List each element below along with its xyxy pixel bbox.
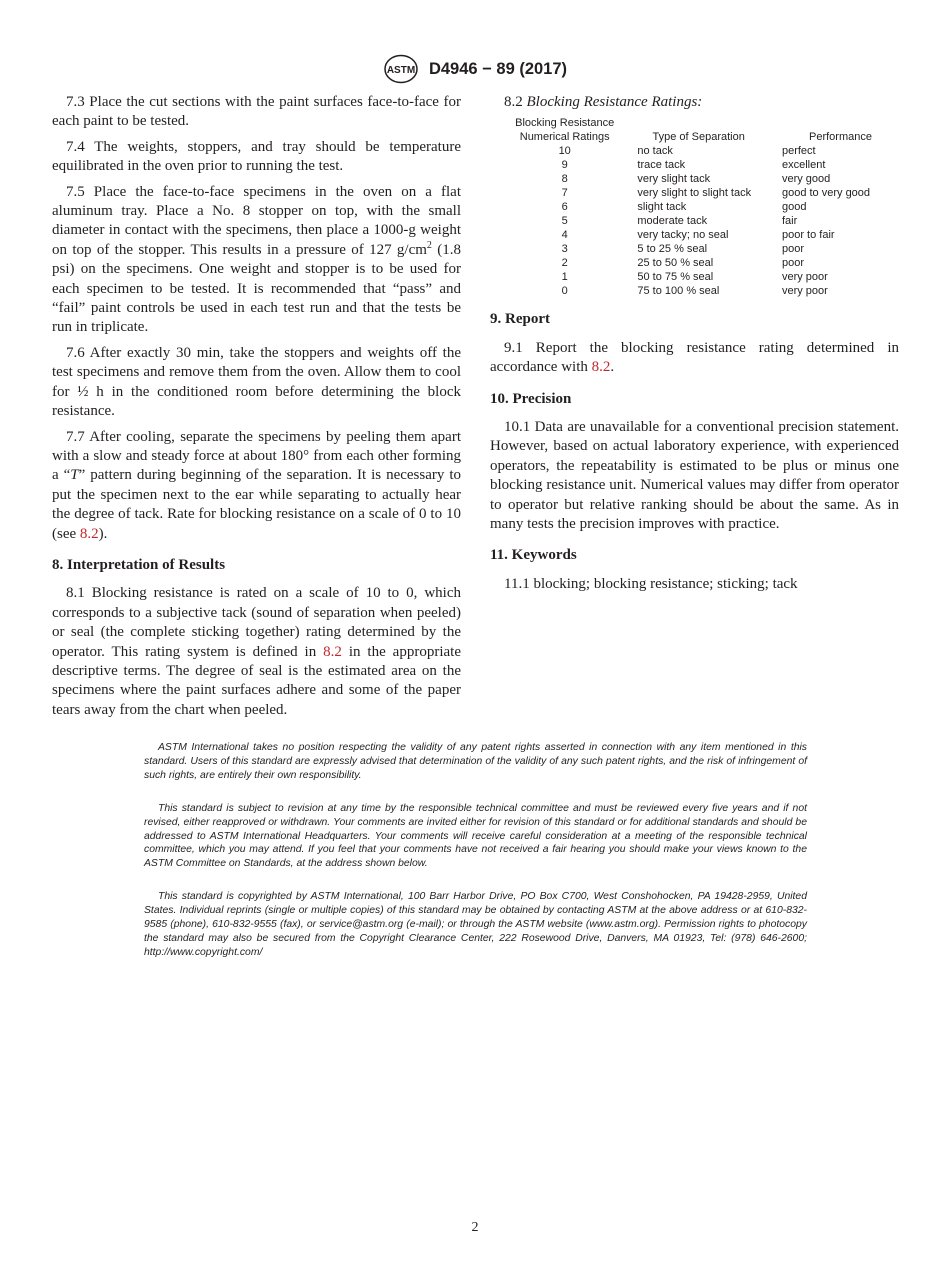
table-row: 8 very slight tack very good xyxy=(561,173,831,186)
blocking-ratings-table xyxy=(514,116,899,298)
table-row: 6 slight tack good xyxy=(561,201,807,214)
paragraph-7-4: 7.4 The weights, stoppers, and tray should be temperature equilibrated in the oven prior to running the test. xyxy=(52,138,461,175)
page-header xyxy=(0,54,950,84)
ratings-title: Blocking Resistance Ratings: xyxy=(526,94,703,110)
section-9-heading: 9. Report xyxy=(490,311,550,328)
paragraph-7-5: 7.5 Place the face-to-face specimens in the oven on a flat aluminum tray. Place a No. 8 stopper on top, with the small diameter in contact with the specimens, then place a 1000-g weight on top of the stopper. This results in a pressure of 127 $g/cm^2$ (1.8 psi) on the specimens. One weight and stopper is to be used for each specimen to be tested. It is recommended that “pass” and “fail” paint controls be used in each test run and that the tests be run in triplicate. xyxy=(52,183,461,336)
table-row: 1 50 to 75 % seal very poor xyxy=(561,271,828,284)
superscript: 2 xyxy=(426,239,432,251)
column-header-separation: Type of Separation xyxy=(652,131,745,144)
left-column xyxy=(52,93,461,726)
page-number: 2 xyxy=(471,1220,479,1235)
paragraph-7-6: 7.6 After exactly 30 min, take the stoppers and weights off the test specimens and remove them from the oven. Allow them to cool for ½ h in the conditioned room before determining the block resistance. xyxy=(52,344,461,420)
table-row: 10 no tack perfect xyxy=(558,145,816,158)
astm-logo-icon xyxy=(383,54,419,84)
table-row: 3 5 to 25 % seal poor xyxy=(561,243,804,256)
paragraph-10-1: 10.1 Data are unavailable for a conventional precision statement. However, based on actual laboratory experience, with experienced operators, the repeatability is estimated to be plus or minus one blocking resistance unit. Numerical values may differ from operator to operator but relative ranking should be about the same. As in many tests the precision improves with practice. xyxy=(490,419,899,533)
section-11-heading: 11. Keywords xyxy=(490,547,577,564)
table-row: 5 moderate tack fair xyxy=(561,215,798,228)
legal-footer xyxy=(144,741,807,979)
section-8-2-link[interactable]: 8.2 xyxy=(323,643,342,660)
document-designation: D4946 − 89 (2017) xyxy=(428,59,568,78)
column-header-performance: Performance xyxy=(808,131,872,144)
paragraph-8-1: 8.1 Blocking resistance is rated on a scale of 10 to 0, which corresponds to a subjective tack (sound of separation when peeled) or seal (the complete sticking together) rating determined by the operator. This rating system is defined in 8.2 in the appropriate descriptive terms. The degree of seal is the estimated area on the specimens where the paint surfaces adhere and some of the paper tears away from the chart when peeled. xyxy=(52,585,461,718)
section-8-2-link[interactable]: 8.2 xyxy=(591,359,611,376)
table-row: 2 25 to 50 % seal poor xyxy=(561,257,804,270)
paragraph-7-7: 7.7 After cooling, separate the specimens by peeling them apart with a slow and steady force at about 180° from each other forming a “T” pattern during beginning of the separation. It is necessary to put the specimen next to the ear while separating to actually hear the degree of tack. Rate for blocking resistance on a scale of 0 to 10 (see 8.2). xyxy=(52,428,461,542)
patent-notice: ASTM International takes no position respecting the validity of any patent rights asserted in connection with any item mentioned in this standard. Users of this standard are expressly advised that determination of the validity of any such patent rights, and the risk of infringement of such rights, are entirely their own responsibility. xyxy=(144,742,807,781)
column-header-rating: Blocking Resistance Numerical Ratings xyxy=(515,117,615,144)
table-row: 7 very slight to slight tack good to very good xyxy=(561,187,871,200)
revision-notice: This standard is subject to revision at any time by the responsible technical committee and must be reviewed every five years and if not revised, either reapproved or withdrawn. Your comments are invited either for revision of this standard or for additional standards and should be addressed to ASTM International Headquarters. Your comments will receive careful consideration at a meeting of the responsible technical committee, which you may attend. If you feel that your comments have not received a fair hearing you should make your views known to the ASTM Committee on Standards, at the address shown below. xyxy=(144,802,807,870)
section-8-heading: 8. Interpretation of Results xyxy=(52,556,226,573)
paragraph-8-2: 8.2 Blocking Resistance Ratings: xyxy=(504,94,703,110)
table-row: 0 75 to 100 % seal very poor xyxy=(561,285,828,298)
table-row: 4 very tacky; no seal poor to fair xyxy=(561,229,835,242)
right-column xyxy=(490,93,899,600)
section-10-heading: 10. Precision xyxy=(490,390,572,407)
svg-text:ASTM: ASTM xyxy=(386,65,416,76)
paragraph-7-3: 7.3 Place the cut sections with the paint surfaces face-to-face for each paint to be tested. xyxy=(52,94,461,130)
paragraph-11-1: 11.1 blocking; blocking resistance; sticking; tack xyxy=(504,575,798,592)
table-row: 9 trace tack excellent xyxy=(561,159,826,172)
copyright-notice: This standard is copyrighted by ASTM International, 100 Barr Harbor Drive, PO Box C700, West Conshohocken, PA 19428-2959, United States. Individual reprints (single or multiple copies) of this standard may be obtained by contacting ASTM at the above address or at 610-832-9585 (phone), 610-832-9555 (fax), or service@astm.org (e-mail); or through the ASTM website (www.astm.org). Permission rights to photocopy the standard may also be secured from the Copyright Clearance Center, 222 Rosewood Drive, Danvers, MA 01923, Tel: (978) 646-2600; http://www.copyright.com/ xyxy=(144,891,807,958)
paragraph-9-1: 9.1 Report the blocking resistance rating determined in accordance with 8.2. xyxy=(490,339,899,376)
section-8-2-link[interactable]: 8.2 xyxy=(79,525,99,542)
